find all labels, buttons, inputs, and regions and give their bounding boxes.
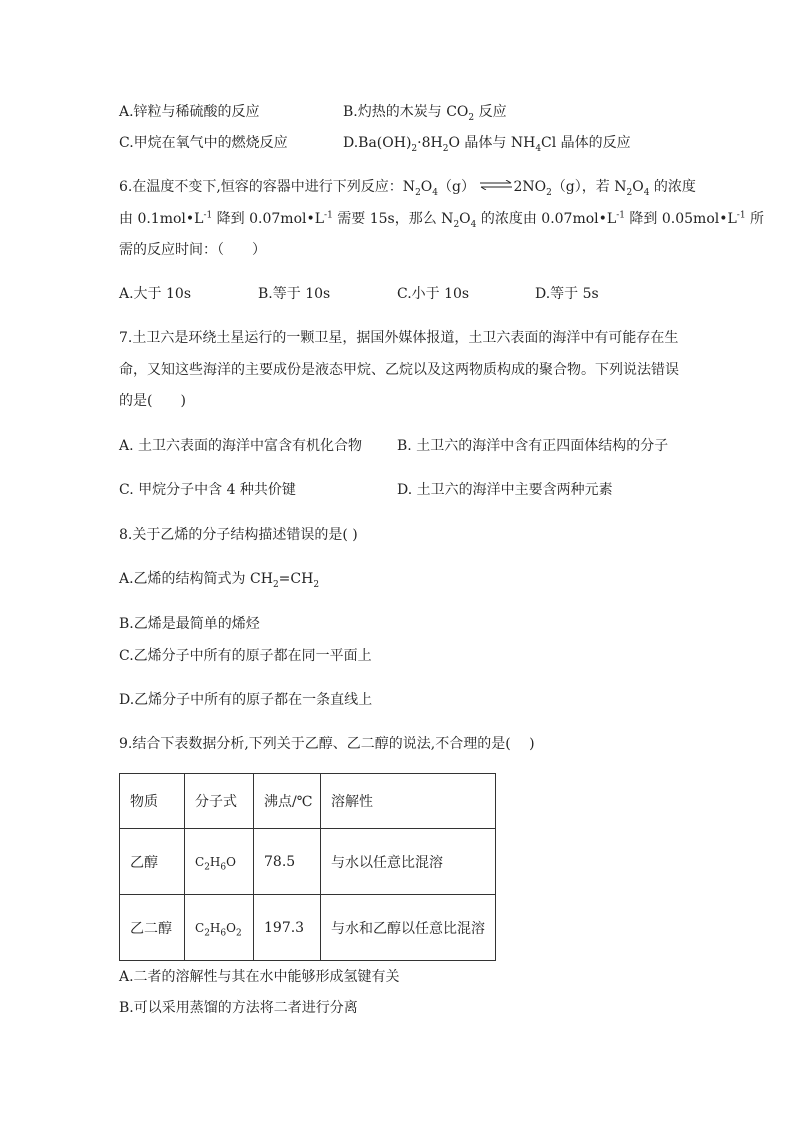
q6-option-a: A.大于 10s: [119, 286, 192, 302]
q7-option-c: C. 甲烷分子中含 4 种共价键: [119, 482, 296, 498]
q9-stem: 9.结合下表数据分析,下列关于乙醇、乙二醇的说法,不合理的是( ): [119, 736, 535, 752]
data-table: [119, 773, 496, 961]
table-cell-formula: $C_2H_6O$: [185, 829, 254, 895]
q9-option-a: A.二者的溶解性与其在水中能够形成氢键有关: [119, 969, 400, 985]
table-row: [120, 895, 496, 961]
equilibrium-arrow-icon: [479, 180, 513, 190]
q6-stem-line1: 6.在温度不变下,恒容的容器中进行下列反应：$N_2O_4(g)$ $2NO_2(g)$，若 $N_2O_4$ 的浓度: [119, 179, 696, 198]
q7-option-d: D. 土卫六的海洋中主要含两种元素: [397, 482, 613, 498]
table-cell: 乙二醇: [120, 895, 185, 961]
table-cell: 与水以任意比混溶: [321, 829, 496, 895]
q8-option-a: A.乙烯的结构简式为 $CH_2=CH_2$: [119, 571, 320, 590]
table-header-cell: 分子式: [185, 774, 254, 829]
q5-option-a: A.锌粒与稀硫酸的反应: [119, 104, 260, 120]
q6-stem-line2: 由 $0.1mol•L^{-1}$ 降到 $0.07mol•L^{-1}$ 需要 15s，那么 $N_2O_4$ 的浓度由 $0.07mol•L^{-1}$ 降到 $0.05mol•L^{-1}$ 所: [119, 210, 765, 230]
table-cell: 与水和乙醇以任意比混溶: [321, 895, 496, 961]
table-cell-formula: $C_2H_6O_2$: [185, 895, 254, 961]
table-header-cell: 溶解性: [321, 774, 496, 829]
q6-stem-line3: 需的反应时间：（ ）: [119, 242, 266, 258]
table-header-cell: 物质: [120, 774, 185, 829]
table-cell: 乙醇: [120, 829, 185, 895]
table-row: [120, 829, 496, 895]
q9-option-b: B.可以采用蒸馏的方法将二者进行分离: [119, 1000, 358, 1016]
q8-option-c: C.乙烯分子中所有的原子都在同一平面上: [119, 648, 372, 664]
q8-stem: 8.关于乙烯的分子结构描述错误的是( ): [119, 527, 358, 543]
q5-option-d: $D.Ba(OH)_2\cdot 8H_2O$ 晶体与 $NH_4Cl$ 晶体的反应: [343, 135, 631, 154]
table-header-row: [120, 774, 496, 829]
q8-option-b: B.乙烯是最简单的烯烃: [119, 616, 260, 632]
table-cell: 78.5: [254, 829, 321, 895]
table-cell: 197.3: [254, 895, 321, 961]
q5-option-b: B.灼热的木炭与 $CO_2$ 反应: [343, 104, 507, 123]
q6-option-c: C.小于 10s: [397, 286, 470, 302]
q7-option-a: A. 土卫六表面的海洋中富含有机化合物: [119, 438, 363, 454]
q6-option-b: B.等于 10s: [258, 286, 331, 302]
q7-stem-line1: 7.土卫六是环绕土星运行的一颗卫星，据国外媒体报道，土卫六表面的海洋中有可能存在生: [119, 330, 679, 346]
q7-stem-line2: 命，又知这些海洋的主要成份是液态甲烷、乙烷以及这两物质构成的聚合物。下列说法错误: [119, 362, 679, 378]
q8-option-d: D.乙烯分子中所有的原子都在一条直线上: [119, 692, 373, 708]
table-header-cell: 沸点/℃: [254, 774, 321, 829]
q6-option-d: D.等于 5s: [535, 286, 599, 302]
q7-stem-line3: 的是( ): [119, 393, 186, 409]
q7-option-b: B. 土卫六的海洋中含有正四面体结构的分子: [397, 438, 669, 454]
q5-option-c: C.甲烷在氧气中的燃烧反应: [119, 135, 288, 151]
